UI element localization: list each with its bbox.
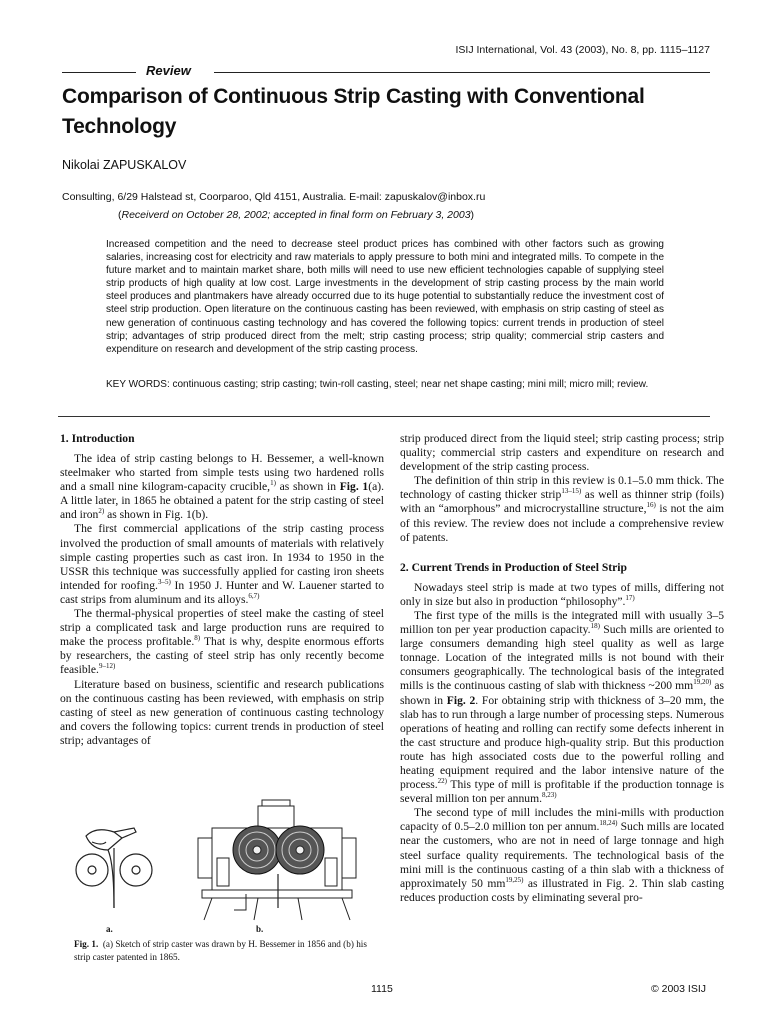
body-paragraph: Literature based on business, scientific and research publications on the continuous casting has been reviewed, with emphasis on strip casting of steel as new generation of continuous casting technology and covers the following topics: current trends in production of steel strip; advantages of: [60, 677, 384, 747]
affiliation: Consulting, 6/29 Halstead st, Coorparoo, Qld 4151, Australia. E-mail: zapuskalov@inbox.ru: [62, 191, 486, 203]
body-paragraph: The idea of strip casting belongs to H. Bessemer, a well-known steelmaker who started from simple tests using two hardened rolls and a small nine kilogram-capacity crucible,$^{1)}$ as shown in Fig. 1(a). A little later, in 1865 he obtained a patent for the strip casting of steel and iron$^{2)}$ as shown in Fig. 1(b).: [60, 452, 385, 522]
figure-label-b: b.: [256, 924, 264, 934]
copyright: © 2003 ISIJ: [650, 983, 706, 995]
journal-citation: ISIJ International, Vol. 43 (2003), No. 8, pp. 1115–1127: [455, 44, 710, 56]
right-column: [400, 432, 724, 905]
received-text: Receiverd on October 28, 2002; accepted in final form on February 3, 2003: [121, 209, 471, 221]
body-paragraph: The first type of the mills is the integrated mill with usually 3–5 million ton per year production capacity.$^{18)}$ Such mills are oriented to large consumers demanding high steel quality as well as large tonnage. Location of the integrated mills is not bound with their consumers geographically. The technological basis of the integrated mills is the continuous casting of slab with thickness ~200 mm$^{19,20)}$ as shown in Fig. 2. For obtaining strip with thickness of 3–20 mm, the slab has to run through a large number of processing steps. Numerous operations of heating and rolling can rectify some defects inherent in the cast structure and produce high-quality strip. But this production route has high associated costs due to the powerful rolling and heating equipment required and the labor intensive nature of the process.$^{22)}$ This type of mill is profitable if the production tonnage is several million ton per annum.$^{8,23)}$: [400, 608, 724, 806]
body-paragraph: Nowadays steel strip is made at two types of mills, differing not only in size but also in production “philosophy”.$^{17)}$: [400, 580, 724, 608]
intro-heading: 1. Introduction: [60, 432, 135, 445]
body-paragraph: The first commercial applications of the strip casting process involved the production of small amounts of materials with relatively simple casting properties such as cast iron. In 1934 to 1950 in the USSR this technique was successfully applied for casting iron sheets intended for roofing.$^{3-5)}$ In 1950 J. Hunter and W. Lauener started to cast strips from aluminum and its alloys.$^{6,7)}$: [60, 522, 384, 606]
trends-heading: 2. Current Trends in Production of Steel Strip: [400, 560, 627, 574]
figure-caption: [74, 938, 374, 963]
left-column: [60, 432, 384, 748]
keywords: KEY WORDS: continuous casting; strip casting; twin-roll casting, steel; near net shape casting; mini mill; micro mill; review.: [106, 379, 649, 390]
header-rule-right: [214, 72, 710, 73]
figure-label-a: a.: [106, 924, 113, 934]
body-paragraph: strip produced direct from the liquid steel; strip casting process; strip quality; commercial strip casters and expenditure on research and development of the strip casting process.: [400, 432, 724, 474]
bessemer-caster-illustration: [62, 798, 382, 923]
figure-caption-text: (a) Sketch of strip caster was drawn by H. Bessemer in 1856 and (b) his strip caster patented in 1865.: [74, 939, 367, 962]
body-paragraph: The thermal-physical properties of steel make the casting of steel strip a complicated task and large production runs are required to make the process profitable.$^{8)}$ That is why, despite enormous efforts by researchers, the casting of steel strip has only recently become feasible.$^{9-12)}$: [60, 607, 385, 677]
received-dates: (Receiverd on October 28, 2002; accepted in final form on February 3, 2003): [118, 209, 475, 221]
abstract: Increased competition and the need to decrease steel product prices has combined with other factors such as growing salaries, increasing cost for electricity and raw materials to apply pressure to both mini and integrated mills. To compete in the future market and to maintain market share, both mills will need to use new efficient technologies capable of supplying steel strip products of high quality at low cost. Large investments in the development of strip casting process by the main world steel produces and plantmakers have already occurred due to its huge potential to substantially reduce the investment cost of steel strip production. Open literature on the continuous casting has been reviewed, with emphasis on strip casting of steel as new generation of continuous casting technology and has covered the following topics: current trends in production of steel strip; advantages of strip produced direct from the melt; strip casting process; strip quality; commercial strip casters and expenditure on research and development of the strip casting process.: [106, 239, 664, 355]
abstract-rule: [58, 416, 710, 417]
paper-title: Comparison of Continuous Strip Casting with Conventional Technology: [62, 85, 645, 138]
figure-caption-label: Fig. 1.: [74, 939, 99, 949]
page-number: 1115: [371, 983, 393, 995]
figure-1: [62, 798, 382, 960]
body-paragraph: The second type of mill includes the mini-mills with production capacity of 0.5–2.0 million ton per annum.$^{18,24)}$ Such mills are located near the customers, who are not in need of large tonnage and high steel surface quality requirements. The technological basis of the mini mill is the continuous casting of a thin slab with a thickness of approximately 50 mm$^{19,25)}$ as illustrated in Fig. 2. Thin slab casting reduces production costs by eliminating several pro-: [400, 806, 724, 904]
body-paragraph: The definition of thin strip in this review is 0.1–5.0 mm thick. The technology of casting thicker strip$^{13-15)}$ as well as thinner strip (foils) with an “amorphous” and microcrystalline structure,$^{16)}$ is not the aim of this review. The review does not include a comprehensive review of patents.: [400, 474, 724, 544]
author-name: Nikolai ZAPUSKALOV: [62, 158, 187, 172]
header-rule-left: [62, 72, 136, 73]
section-label: Review: [146, 63, 191, 78]
